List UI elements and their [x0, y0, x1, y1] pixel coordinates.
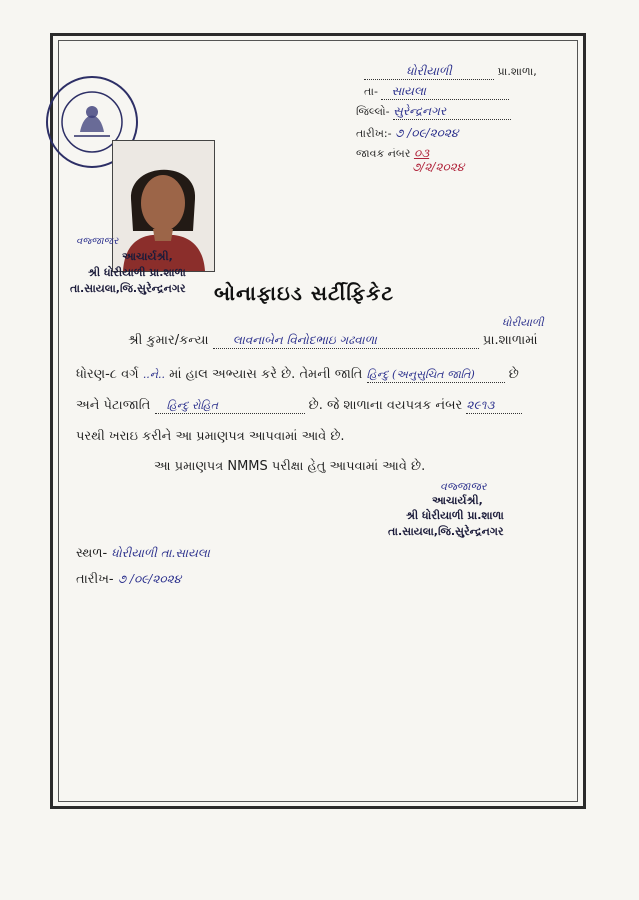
footer-date-line [76, 572, 181, 587]
school-name-handwritten: ધોરીયાળી [406, 64, 452, 78]
footer-place-line [76, 546, 210, 561]
photo-stamp-signature: વજ્જાજર [76, 236, 119, 247]
outward-date-handwritten: ૭/૨/૨૦૨૪ [412, 160, 465, 174]
signature-stamp-line1: આચાર્યશ્રી, [432, 494, 483, 507]
place-handwritten: ધોરીયાળી તા.સાયલા [111, 546, 210, 560]
outward-label: જાવક નંબર [356, 147, 411, 160]
student-prefix: શ્રી કુમાર/કન્યા [128, 333, 209, 348]
outward-number-handwritten: ૦૩ [413, 146, 430, 160]
district-label: જિલ્લો- [356, 105, 390, 118]
register-number-handwritten: ૨૯૧૩ [466, 398, 495, 412]
header-taluka-line [364, 84, 509, 100]
school-suffix: પ્રા.શાળા, [497, 65, 537, 78]
date-handwritten: ૭ /૦૯/૨૦૨૪ [395, 126, 459, 140]
photo-stamp-line3: તા.સાયલા,જિ.સુરેન્દ્રનગર [70, 282, 186, 295]
footer-date-label: તારીખ- [76, 572, 114, 587]
school-name-over-line: ધોરીયાળી [502, 316, 544, 329]
date-label: તારીખ:- [356, 127, 392, 140]
taluka-handwritten: સાયલા [391, 84, 426, 98]
taluka-label: તા- [364, 85, 378, 98]
class-division-handwritten: ..ને.. [142, 368, 165, 381]
study-text: માં હાલ અભ્યાસ કરે છે. તેમની જાતિ [169, 367, 363, 382]
caste-suffix: છે [508, 367, 519, 382]
body-line-3 [76, 398, 522, 414]
signature-stamp-line2: શ્રી ધોરીયાળી પ્રા.શાળા [406, 509, 504, 522]
header-outward-line [356, 146, 429, 161]
body-line-4: પરથી ખરાઇ કરીને આ પ્રમાણપત્ર આપવામાં આવે છે. [76, 429, 345, 444]
footer-date-handwritten: ૭ /૦૯/૨૦૨૪ [117, 572, 182, 586]
body-line-2 [76, 367, 519, 383]
signature-stamp-line3: તા.સાયલા,જિ.સુરેન્દ્રનગર [388, 525, 504, 538]
register-text: છે. જે શાળાના વયપત્રક નંબર [308, 398, 463, 413]
header-date-line [356, 126, 458, 141]
std-prefix: ધોરણ-૮ વર્ગ [76, 367, 139, 382]
place-label: સ્થળ- [76, 546, 108, 561]
header-district-line [356, 104, 511, 120]
district-handwritten: સુરેન્દ્રનગર [393, 104, 447, 118]
photo-stamp-line1: આચાર્યશ્રી, [122, 250, 173, 263]
body-line-1 [128, 333, 538, 349]
header-school-line [364, 64, 537, 80]
subcaste-handwritten: હિન્દુ રોહિત [166, 399, 219, 412]
subcaste-prefix: અને પેટાજાતિ [76, 398, 151, 413]
certificate-title: બોનાફાઇડ સર્ટીફિકેટ [214, 281, 394, 305]
body-line-5: આ પ્રમાણપત્ર NMMS પરીક્ષા હેતુ આપવામાં આવે છે. [154, 459, 426, 474]
student-name-handwritten: લાવનાબેન વિનોદભાઇ ગઢવાળા [232, 333, 377, 347]
principal-signature: વજ્જાજર [440, 480, 487, 493]
photo-stamp-line2: શ્રી ધોરીયાળી પ્રા.શાળા [88, 266, 186, 279]
caste-handwritten: હિન્દુ (અનુસુચિત જાતિ) [366, 368, 475, 381]
school-word: પ્રા.શાળામાં [482, 333, 538, 348]
